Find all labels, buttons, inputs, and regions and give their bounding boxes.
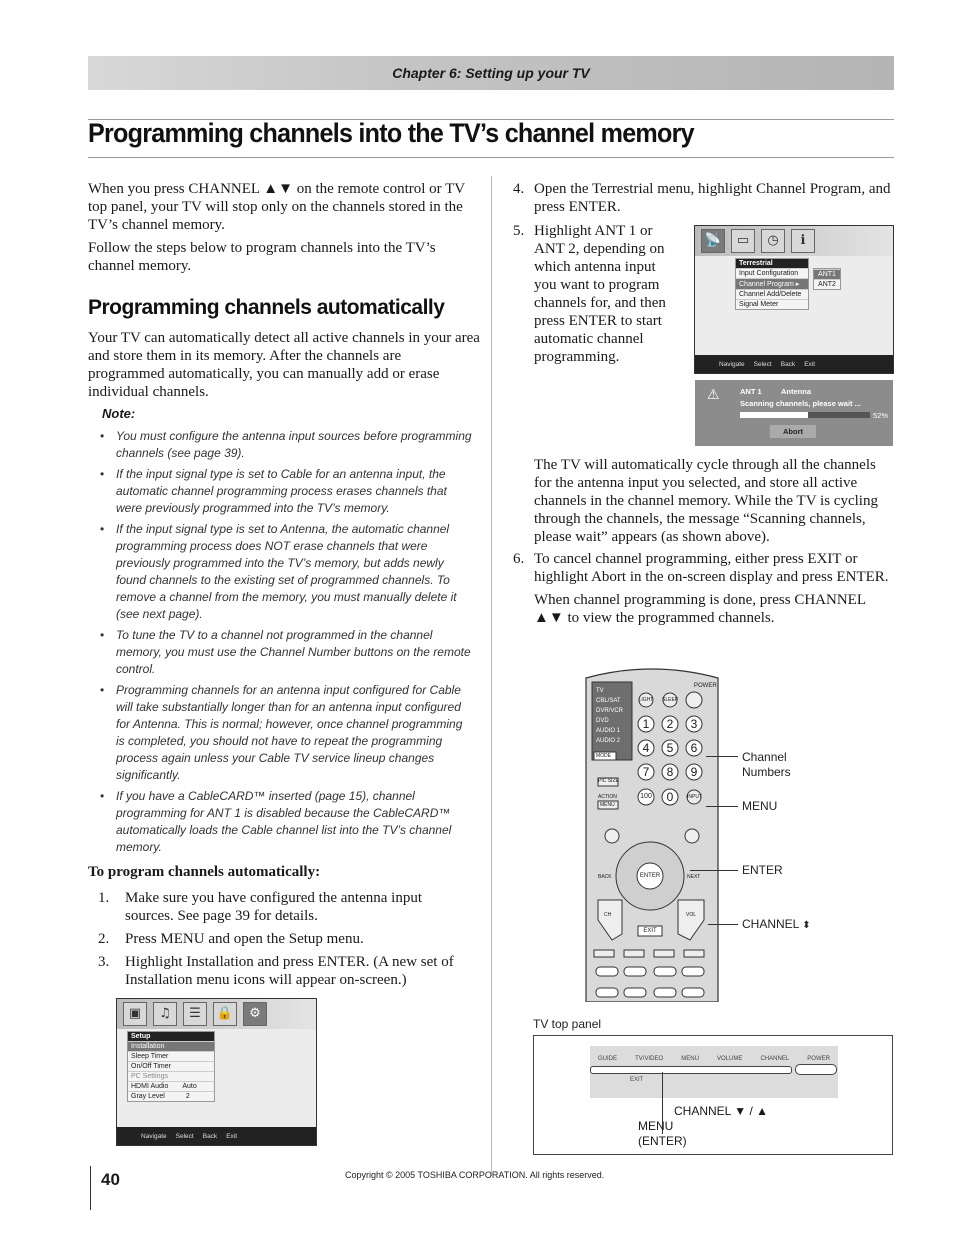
menu-row: Sleep Timer (128, 1051, 214, 1061)
digit-label: 100 (640, 793, 652, 800)
intro-para-1: When you press CHANNEL ▲▼ on the remote control or TV top panel, your TV will stop only on the channels stored in the TV’s channel memory. (88, 181, 465, 233)
digit-label: 4 (642, 741, 650, 755)
channel-leader (708, 924, 738, 925)
menu-row: Signal Meter (736, 299, 808, 309)
digit-label: 5 (666, 741, 674, 755)
page-number: 40 (101, 1170, 120, 1189)
menu-row: PC Settings (128, 1071, 214, 1081)
intro-para-2: Follow the steps below to program channels into the TV’s channel memory. (88, 240, 436, 274)
menu-row: On/Off Timer (128, 1061, 214, 1071)
step-number: 1. (98, 890, 110, 906)
next-label: NEXT (687, 874, 701, 880)
terrestrial-menu-screenshot (694, 225, 894, 374)
action-label: ACTION (598, 794, 617, 800)
setup-menu-title: Setup (128, 1032, 214, 1041)
chapter-banner (88, 56, 894, 90)
note-item: • You must configure the antenna input sources before programming channels (see page 39). (100, 428, 472, 462)
antenna-options (813, 268, 841, 290)
option-ant2: ANT2 (814, 279, 840, 289)
menu-row: HDMI Audio Auto (128, 1081, 214, 1091)
footer-rule (90, 1166, 91, 1210)
title-rule (88, 157, 894, 158)
audio-icon: ♫ (153, 1002, 177, 1026)
top-panel-button-labels: GUIDE TV/VIDEO MENU VOLUME CHANNEL POWER (598, 1056, 830, 1062)
step-item (98, 953, 473, 989)
cycle-paragraph: The TV will automatically cycle through all the channels for the antenna input you selected, and store all active channels in the channel memory. While the TV is cycling through the channels, the message “Scanning channels, please wait” appears (as shown above). (534, 457, 878, 545)
lock-icon: 🔒 (213, 1002, 237, 1026)
scan-input: ANT 1 (740, 387, 762, 396)
menu-row: Input Configuration (736, 268, 808, 278)
option-ant1: ANT1 (814, 269, 840, 279)
top-panel-box (533, 1035, 893, 1155)
remote-text-layer (582, 664, 722, 1002)
clock-icon: ◷ (761, 229, 785, 253)
menu-icon-row (117, 999, 316, 1029)
info-icon: ℹ (791, 229, 815, 253)
tv-icon: ▭ (731, 229, 755, 253)
setup-icon: ⚙ (243, 1002, 267, 1026)
setup-nav-bar: Navigate Select Back Exit (117, 1127, 316, 1145)
note-item: • Programming channels for an antenna input configured for Cable will take substantially longer than for an antenna input configured for Antenna. This is normal; however, once channel programming is completed, you should not have to repeat the programming process again unless your Cable TV service lineup changes significantly. (100, 682, 472, 784)
note-item: • If the input signal type is set to Antenna, the automatic channel programming process does NOT erase channels that were previously programmed into the TV’s memory, but adds newly found channels to the existing set of programmed channels. To remove a channel from the memory, you must manually delete it (see next page). (100, 521, 472, 623)
channel-numbers-leader (706, 756, 738, 757)
mode-button-label: MODE (596, 753, 611, 759)
enter-leader (690, 870, 738, 871)
top-panel-power-button[interactable] (795, 1064, 837, 1075)
scan-progress-fill (740, 412, 808, 418)
picture-icon: ▣ (123, 1002, 147, 1026)
page-title: Programming channels into the TV’s channel memory (88, 118, 694, 148)
label-enter: ENTER (742, 863, 783, 877)
preferences-icon: ☰ (183, 1002, 207, 1026)
terrestrial-menu-title: Terrestrial (736, 259, 808, 268)
steps-left (98, 889, 473, 994)
pic-size-label: PIC SIZE (598, 778, 619, 784)
note-item: • If the input signal type is set to Cable for an antenna input, the automatic channel programming process erases channels that were previously programmed into the TV’s memory. (100, 466, 472, 517)
menu-row-installation: Installation (128, 1041, 214, 1051)
section-heading: Programming channels automatically (88, 296, 445, 319)
step-text: To cancel channel programming, either press EXIT or highlight Abort in the on-screen display and press ENTER. (534, 551, 889, 585)
sleep-label: SLEEP (662, 697, 679, 703)
abort-button[interactable]: Abort (770, 425, 816, 438)
menu-button-label: MENU (600, 802, 615, 808)
top-panel-strip (590, 1046, 838, 1098)
step-5 (513, 222, 673, 366)
input-label: INPUT (687, 794, 702, 800)
digit-label: 3 (690, 717, 698, 731)
note-item: • If you have a CableCARD™ inserted (page 15), channel programming for ANT 1 is disabled because the CableCARD™ automatically loads the Cable channel list into the TV’s channel memory. (100, 788, 472, 856)
step-text: Press MENU and open the Setup menu. (125, 931, 364, 947)
digit-label: 6 (690, 741, 698, 755)
scan-type: Antenna (781, 387, 811, 396)
menu-leader (706, 806, 738, 807)
note-item: • To tune the TV to a channel not programmed in the channel memory, you must use the Channel Number buttons on the remote control. (100, 627, 472, 678)
note-label: Note: (102, 406, 136, 421)
digit-label: 8 (666, 765, 674, 779)
vol-label: VOL (686, 912, 697, 918)
top-panel-buttons[interactable] (590, 1066, 792, 1074)
install-icon-row (695, 226, 893, 256)
procedure-heading: To program channels automatically: (88, 864, 321, 880)
step-text: Highlight Installation and press ENTER. (A new set of Installation menu icons will appear on-screen.) (125, 954, 454, 988)
step-number: 5. (513, 223, 525, 239)
scan-message: Scanning channels, please wait ... (740, 399, 861, 408)
light-label: LIGHT (638, 697, 654, 703)
step-4 (513, 180, 893, 216)
digit-label: 7 (642, 765, 650, 779)
top-panel-exit-label: EXIT (630, 1077, 644, 1083)
section-paragraph: Your TV can automatically detect all active channels in your area and store them in its memory. After the channels are programmed automatically, you can manually add or erase individual channels. (88, 330, 480, 400)
warning-icon: ⚠ (707, 386, 720, 402)
ch-label: CH (604, 912, 612, 918)
mode-list: TV CBL/SAT DVR/VCR DVD AUDIO 1 AUDIO 2 (596, 688, 624, 744)
step-number: 2. (98, 931, 110, 947)
digit-label: 0 (666, 790, 674, 804)
copyright: Copyright © 2005 TOSHIBA CORPORATION. All rights reserved. (345, 1170, 605, 1180)
setup-menu-screenshot (116, 998, 317, 1146)
scanning-screen (695, 380, 893, 446)
panel-label-menu: MENU (638, 1119, 674, 1133)
setup-menu-list (127, 1031, 215, 1102)
channel-updown-icon: ⬍ (802, 920, 811, 931)
terrestrial-menu-list (735, 258, 809, 310)
step-item (98, 889, 473, 925)
step-text: Open the Terrestrial menu, highlight Channel Program, and press ENTER. (534, 181, 891, 215)
enter-label: ENTER (639, 873, 661, 879)
top-panel-caption: TV top panel (533, 1017, 602, 1031)
chapter-title: Chapter 6: Setting up your TV (392, 65, 590, 81)
menu-row: Channel Add/Delete (736, 289, 808, 299)
menu-row-channel-program: Channel Program ▸ (736, 278, 808, 289)
panel-label-channel: CHANNEL ▼ / ▲ (674, 1104, 768, 1118)
label-channel: CHANNEL ⬍ (742, 917, 811, 931)
step-number: 6. (513, 551, 525, 567)
menu-row: Gray Level 2 (128, 1091, 214, 1101)
step-text: Highlight ANT 1 or ANT 2, depending on which antenna input you want to program channels for, and then press ENTER to start automatic channel programming. (534, 223, 666, 365)
step-number: 3. (98, 954, 110, 970)
step-number: 4. (513, 181, 525, 197)
done-paragraph: When channel programming is done, press CHANNEL ▲▼ to view the programmed channels. (534, 592, 866, 626)
label-menu: MENU (742, 799, 778, 813)
digit-label: 1 (642, 717, 650, 731)
column-divider (491, 176, 492, 1176)
digit-label: 9 (690, 765, 698, 779)
step-text: Make sure you have configured the antenna input sources. See page 39 for details. (125, 890, 422, 924)
note-list (100, 428, 472, 860)
step-item (98, 930, 473, 948)
digit-label: 2 (666, 717, 674, 731)
back-label: BACK (598, 874, 612, 880)
scan-percent: 52% (873, 411, 889, 420)
power-label: POWER (694, 683, 717, 689)
terrestrial-icon: 📡 (701, 229, 725, 253)
step-6 (513, 550, 893, 586)
label-channel-numbers: Channel Numbers (742, 750, 791, 779)
terrestrial-nav-bar: Navigate Select Back Exit (695, 355, 893, 373)
scan-progress-track (740, 412, 870, 418)
exit-label: EXIT (643, 928, 657, 934)
panel-label-enter: (ENTER) (638, 1134, 687, 1148)
